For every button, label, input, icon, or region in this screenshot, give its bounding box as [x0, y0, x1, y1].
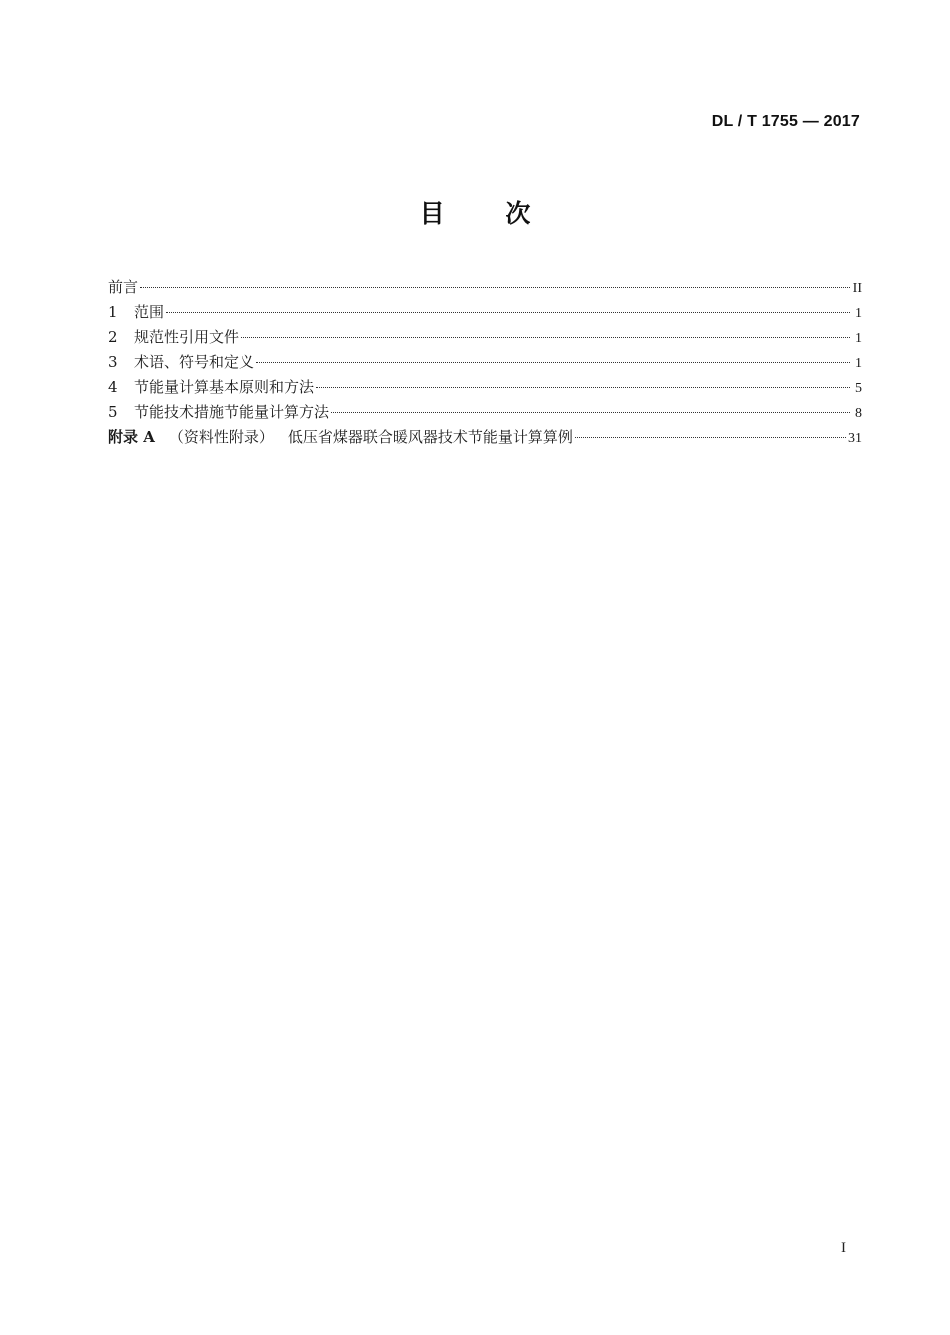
toc-entry-label: 范围 — [134, 303, 165, 321]
toc-entry-page: 31 — [848, 431, 862, 446]
toc-entry-page: 1 — [855, 356, 862, 371]
page-title: 目 次 — [419, 199, 531, 228]
toc-entry-label: 低压省煤器联合暖风器技术节能量计算算例 — [287, 428, 573, 446]
document-code: DL / T 1755 — 2017 — [711, 113, 860, 130]
toc-entry-label: 节能量计算基本原则和方法 — [134, 378, 315, 396]
toc-entry-scope[interactable] — [108, 300, 862, 325]
dot-leader — [140, 283, 850, 288]
toc-entry-terms[interactable] — [108, 350, 862, 375]
dot-leader — [256, 358, 850, 363]
toc-entry-page: II — [852, 281, 862, 296]
dot-leader — [166, 308, 850, 313]
toc-entry-number: 3 — [108, 353, 118, 371]
dot-leader — [575, 433, 846, 438]
toc-entry-principles[interactable] — [108, 375, 862, 400]
table-of-contents — [108, 275, 862, 450]
dot-leader — [331, 408, 850, 413]
toc-entry-page: 5 — [855, 381, 862, 396]
toc-entry-number: 5 — [108, 403, 118, 421]
toc-entry-page: 1 — [855, 331, 862, 346]
appendix-prefix: 附录 A — [108, 428, 155, 446]
toc-entry-label: 节能技术措施节能量计算方法 — [134, 403, 330, 421]
toc-entry-label: 术语、符号和定义 — [134, 353, 255, 371]
appendix-kind: （资料性附录） — [168, 428, 274, 446]
toc-entry-page: 8 — [855, 406, 862, 421]
toc-entry-label: 规范性引用文件 — [134, 328, 240, 346]
toc-entry-number: 2 — [108, 328, 118, 346]
toc-entry-page: 1 — [855, 306, 862, 321]
toc-entry-number: 4 — [108, 378, 118, 396]
toc-entry-appendix-a[interactable] — [108, 425, 862, 450]
toc-entry-foreword[interactable] — [108, 275, 862, 300]
toc-entry-number: 1 — [108, 303, 118, 321]
toc-entry-methods[interactable] — [108, 400, 862, 425]
page-number: I — [841, 1240, 846, 1256]
toc-entry-label: 前言 — [108, 278, 139, 296]
toc-entry-normative-references[interactable] — [108, 325, 862, 350]
dot-leader — [316, 383, 850, 388]
dot-leader — [241, 333, 850, 338]
